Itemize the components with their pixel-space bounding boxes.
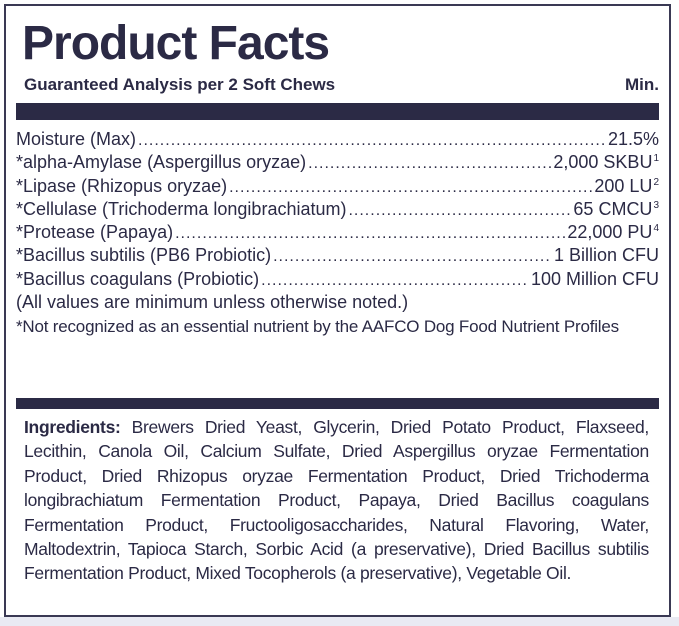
ingredients-text: Brewers Dried Yeast, Glycerin, Dried Potato Product, Flaxseed, Lecithin, Canola Oil, Calcium Sulfate, Dried Aspergillus oryzae Fermentation Product, Dried Rhizopus oryzae Fermentation Product, Dried Trichoderma longibrachiatum Fermentation Product, Papaya, Dried Bacillus coagulans Fermentation Product, Fructooligosaccharides, Natural Flavoring, Water, Maltodextrin, Tapioca Starch, Sorbic Acid (a preservative), Dried Bacillus subtilis Fermentation Product, Mixed Tocopherols (a preservative), Vegetable Oil. <box>24 417 649 584</box>
row-label: *Lipase (Rhizopus oryzae) <box>16 175 228 196</box>
minimum-values-note: (All values are minimum unless otherwise noted.) <box>16 292 409 313</box>
footnote-marker: 4 <box>653 223 659 235</box>
ingredients-label: Ingredients: <box>24 417 121 437</box>
analysis-row-lipase <box>16 175 659 198</box>
page-title: Product Facts <box>22 17 330 70</box>
bottom-strip <box>0 617 679 626</box>
leader-dots <box>273 245 552 268</box>
footnote-marker: 2 <box>653 176 659 188</box>
row-value: 100 Million CFU <box>530 268 659 289</box>
leader-dots <box>308 152 551 175</box>
leader-dots <box>348 199 571 222</box>
leader-dots <box>138 129 606 152</box>
row-value: 1 Billion CFU <box>553 245 659 266</box>
aafco-note: *Not recognized as an essential nutrient by the AAFCO Dog Food Nutrient Profiles <box>16 317 619 337</box>
divider-medium <box>16 398 659 409</box>
row-label: *Bacillus coagulans (Probiotic) <box>16 268 260 289</box>
row-value: 200 $LU^2$ <box>594 175 659 196</box>
row-value: 22,000 $PU^4$ <box>567 222 659 243</box>
analysis-row-protease <box>16 221 659 244</box>
leader-dots <box>229 176 592 199</box>
analysis-subtitle: Guaranteed Analysis per 2 Soft Chews <box>24 75 336 94</box>
analysis-row-moisture <box>16 128 659 151</box>
footnote-marker: 1 <box>653 153 659 165</box>
leader-dots <box>261 269 529 292</box>
column-label-min: Min. <box>625 75 659 94</box>
divider-thick <box>16 103 659 120</box>
analysis-subheader <box>24 74 659 96</box>
row-label: *Protease (Papaya) <box>16 222 174 243</box>
row-value: 2,000 SKBU$^1$ <box>553 152 659 173</box>
row-label: *Cellulase (Trichoderma longibrachiatum) <box>16 198 347 219</box>
analysis-row-amylase <box>16 151 659 174</box>
row-label: *Bacillus subtilis (PB6 Probiotic) <box>16 245 272 266</box>
analysis-list <box>16 128 659 339</box>
row-label: Moisture (Max) <box>16 129 137 149</box>
ingredients-paragraph <box>24 415 649 586</box>
row-value: 21.5% <box>607 129 659 149</box>
row-value: 65 CMCU$^3$ <box>573 198 659 219</box>
leader-dots <box>175 222 565 245</box>
product-facts-panel <box>4 4 671 617</box>
analysis-row-bacillus-subtilis <box>16 244 659 267</box>
analysis-row-cellulase <box>16 198 659 221</box>
row-label: *alpha-Amylase (Aspergillus oryzae) <box>16 152 307 173</box>
analysis-row-bacillus-coagulans <box>16 268 659 291</box>
footnote-marker: 3 <box>653 199 659 211</box>
